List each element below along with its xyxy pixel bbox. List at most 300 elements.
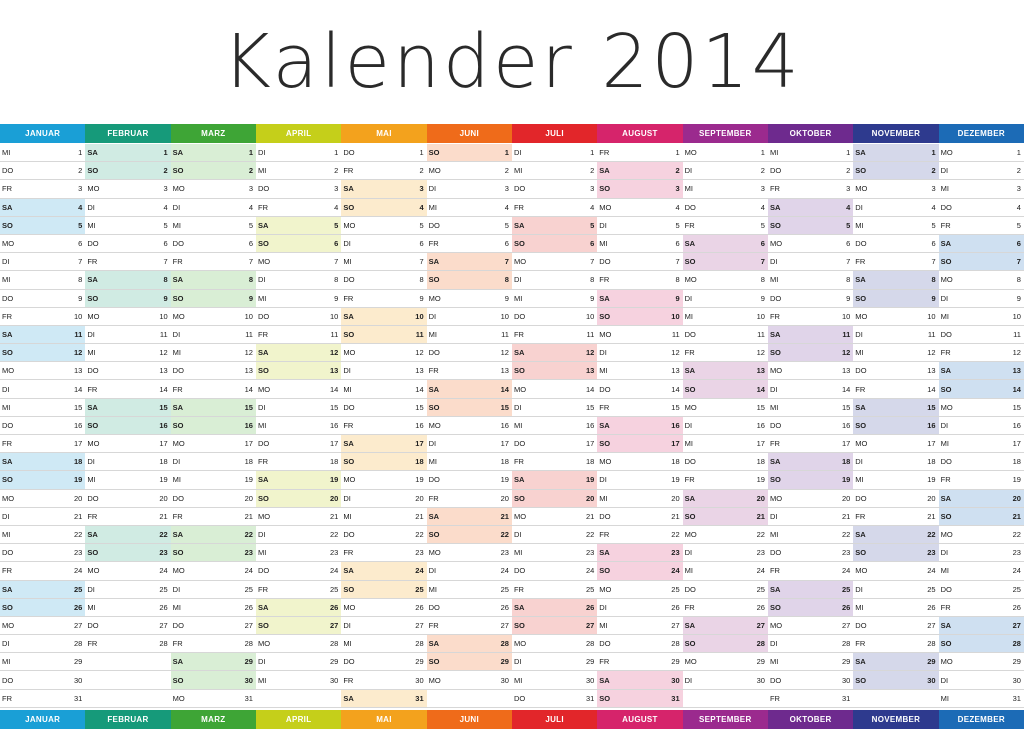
day-number: 11 <box>330 329 339 339</box>
weekday-label: FR <box>855 257 866 267</box>
weekday-label: MI <box>940 311 949 321</box>
day-row <box>853 326 938 344</box>
day-number: 11 <box>159 329 168 339</box>
weekday-label: DI <box>513 402 522 412</box>
weekday-label: MI <box>513 548 523 558</box>
day-number: 31 <box>1012 693 1021 703</box>
weekday-label: MI <box>428 457 437 467</box>
day-row <box>939 344 1024 362</box>
weekday-label: DO <box>428 475 440 485</box>
day-number: 4 <box>760 202 765 212</box>
weekday-label: SA <box>769 202 781 212</box>
day-number: 8 <box>760 275 765 285</box>
weekday-label: MI <box>428 584 437 594</box>
day-row <box>768 671 853 689</box>
day-row <box>768 235 853 253</box>
day-number: 17 <box>415 439 424 449</box>
day-number: 20 <box>1012 493 1021 503</box>
weekday-label: DI <box>940 420 949 430</box>
day-number: 25 <box>73 584 83 594</box>
weekday-label: SO <box>87 548 99 558</box>
weekday-label: MO <box>343 475 356 485</box>
day-row <box>853 581 938 599</box>
month-column-marz <box>171 144 256 708</box>
day-number: 6 <box>675 239 680 249</box>
weekday-label: SA <box>428 511 440 521</box>
empty-row <box>427 690 512 708</box>
day-row <box>171 599 256 617</box>
day-row <box>256 453 341 471</box>
day-row <box>512 490 597 508</box>
weekday-label: FR <box>940 602 951 612</box>
day-row <box>597 671 682 689</box>
weekday-label: FR <box>940 220 951 230</box>
day-row <box>939 635 1024 653</box>
day-row <box>256 617 341 635</box>
day-number: 21 <box>415 511 424 521</box>
day-row <box>512 180 597 198</box>
day-number: 29 <box>73 657 83 667</box>
month-header-januar: JANUAR <box>0 124 85 143</box>
day-row <box>512 544 597 562</box>
weekday-label: SA <box>2 329 13 339</box>
day-row <box>427 635 512 653</box>
day-number: 20 <box>73 493 83 503</box>
day-row <box>512 690 597 708</box>
weekday-label: MO <box>343 220 356 230</box>
day-number: 29 <box>500 657 509 667</box>
weekday-label: MO <box>855 439 868 449</box>
day-number: 15 <box>244 402 253 412</box>
day-row <box>341 380 426 398</box>
weekday-label: MO <box>513 384 527 394</box>
day-row <box>427 180 512 198</box>
day-number: 16 <box>671 420 680 430</box>
day-number: 15 <box>585 402 595 412</box>
day-row <box>853 162 938 180</box>
day-row <box>85 235 170 253</box>
day-number: 3 <box>163 184 168 194</box>
day-number: 29 <box>415 657 424 667</box>
weekday-label: MO <box>769 493 783 503</box>
day-row <box>0 417 85 435</box>
day-number: 23 <box>927 548 936 558</box>
weekday-label: MO <box>684 657 697 667</box>
weekday-label: FR <box>769 439 780 449</box>
day-number: 8 <box>248 275 253 285</box>
weekday-label: DO <box>599 257 611 267</box>
weekday-label: SA <box>428 257 440 267</box>
day-row <box>853 217 938 235</box>
weekday-label: MI <box>172 475 181 485</box>
weekday-label: MO <box>87 184 100 194</box>
day-row <box>683 417 768 435</box>
day-row <box>512 508 597 526</box>
day-row <box>427 217 512 235</box>
weekday-label: DI <box>257 657 266 667</box>
day-row <box>512 417 597 435</box>
day-row <box>85 290 170 308</box>
day-row <box>768 526 853 544</box>
weekday-label: DO <box>513 566 526 576</box>
weekday-label: FR <box>172 384 183 394</box>
weekday-label: SO <box>769 220 781 230</box>
day-row <box>939 617 1024 635</box>
day-number: 7 <box>931 257 936 267</box>
day-row <box>768 380 853 398</box>
day-number: 17 <box>244 439 253 449</box>
day-number: 4 <box>419 202 424 212</box>
weekday-label: FR <box>684 220 695 230</box>
day-row <box>0 690 85 708</box>
day-number: 27 <box>1012 620 1021 630</box>
weekday-label: FR <box>428 239 439 249</box>
day-row <box>427 399 512 417</box>
weekday-label: MI <box>2 402 11 412</box>
day-number: 18 <box>756 457 765 467</box>
weekday-label: SO <box>855 166 867 176</box>
day-number: 10 <box>671 311 680 321</box>
day-row <box>939 490 1024 508</box>
weekday-label: DO <box>2 293 14 303</box>
weekday-label: SO <box>2 475 13 485</box>
day-row <box>85 162 170 180</box>
weekday-label: FR <box>513 329 524 339</box>
day-row <box>85 144 170 162</box>
day-row <box>853 599 938 617</box>
empty-row <box>85 671 170 689</box>
day-number: 4 <box>78 202 83 212</box>
day-number: 11 <box>927 329 936 339</box>
day-number: 19 <box>329 475 339 485</box>
month-header-marz: MARZ <box>171 124 256 143</box>
day-number: 29 <box>244 657 253 667</box>
weekday-label: SO <box>940 511 952 521</box>
day-number: 30 <box>841 675 851 685</box>
weekday-label: DO <box>599 384 611 394</box>
day-number: 12 <box>159 348 168 358</box>
day-number: 7 <box>846 257 851 267</box>
day-row <box>512 271 597 289</box>
day-row <box>597 380 682 398</box>
day-number: 14 <box>415 384 424 394</box>
day-number: 8 <box>931 275 936 285</box>
day-row <box>341 417 426 435</box>
weekday-label: SA <box>172 275 184 285</box>
weekday-label: DI <box>855 457 863 467</box>
day-number: 30 <box>329 675 339 685</box>
weekday-label: FR <box>513 457 524 467</box>
weekday-label: DI <box>2 511 10 521</box>
day-number: 12 <box>329 348 339 358</box>
day-row <box>939 199 1024 217</box>
day-number: 13 <box>329 366 339 376</box>
day-row <box>512 326 597 344</box>
day-row <box>853 344 938 362</box>
weekday-label: FR <box>855 511 866 521</box>
day-number: 17 <box>73 439 83 449</box>
day-row <box>341 144 426 162</box>
weekday-label: MO <box>2 620 15 630</box>
day-number: 30 <box>1012 675 1021 685</box>
day-row <box>85 599 170 617</box>
day-row <box>341 162 426 180</box>
weekday-label: DI <box>940 293 949 303</box>
day-number: 24 <box>671 566 680 576</box>
month-header-februar: FEBRUAR <box>85 124 170 143</box>
day-number: 14 <box>329 384 339 394</box>
day-number: 17 <box>500 439 509 449</box>
day-row <box>171 471 256 489</box>
weekday-label: MO <box>428 293 441 303</box>
day-number: 9 <box>1016 293 1021 303</box>
day-row <box>171 690 256 708</box>
day-number: 10 <box>585 311 595 321</box>
weekday-label: SO <box>428 530 440 540</box>
day-row <box>171 217 256 235</box>
day-number: 16 <box>1012 420 1021 430</box>
weekday-label: SA <box>940 366 952 376</box>
day-number: 28 <box>244 639 253 649</box>
day-number: 6 <box>504 239 509 249</box>
day-number: 22 <box>329 530 339 540</box>
day-row <box>939 217 1024 235</box>
weekday-label: MI <box>2 148 11 158</box>
day-number: 21 <box>159 511 168 521</box>
day-number: 29 <box>671 657 680 667</box>
day-number: 19 <box>73 475 83 485</box>
day-number: 22 <box>756 530 765 540</box>
day-row <box>427 599 512 617</box>
day-row <box>768 290 853 308</box>
weekday-label: SA <box>599 293 610 303</box>
weekday-label: DO <box>513 693 526 703</box>
weekday-label: DI <box>684 548 693 558</box>
day-number: 9 <box>163 293 168 303</box>
day-row <box>0 180 85 198</box>
day-number: 16 <box>585 420 595 430</box>
day-number: 25 <box>1012 584 1021 594</box>
day-number: 12 <box>671 348 680 358</box>
day-number: 25 <box>927 584 936 594</box>
month-header-august: AUGUST <box>597 710 682 729</box>
weekday-label: SA <box>172 402 184 412</box>
day-row <box>0 235 85 253</box>
day-number: 1 <box>163 148 168 158</box>
day-row <box>427 271 512 289</box>
day-number: 11 <box>842 329 851 339</box>
day-row <box>939 653 1024 671</box>
day-row <box>683 453 768 471</box>
day-number: 15 <box>1012 402 1021 412</box>
day-number: 9 <box>675 293 680 303</box>
weekday-label: DO <box>2 420 14 430</box>
day-row <box>853 544 938 562</box>
weekday-label: FR <box>855 384 866 394</box>
day-number: 5 <box>163 220 168 230</box>
weekday-label: DI <box>257 402 266 412</box>
day-row <box>256 490 341 508</box>
day-number: 29 <box>927 657 936 667</box>
day-row <box>683 180 768 198</box>
weekday-label: DO <box>684 457 696 467</box>
day-number: 1 <box>590 148 595 158</box>
day-number: 28 <box>500 639 509 649</box>
day-row <box>0 581 85 599</box>
day-row <box>341 362 426 380</box>
weekday-label: SA <box>855 530 866 540</box>
day-row <box>171 344 256 362</box>
day-row <box>939 235 1024 253</box>
day-number: 20 <box>159 493 168 503</box>
day-row <box>341 526 426 544</box>
day-row <box>939 417 1024 435</box>
day-row <box>768 180 853 198</box>
day-row <box>0 453 85 471</box>
day-row <box>683 199 768 217</box>
day-row <box>853 253 938 271</box>
weekday-label: SO <box>2 602 13 612</box>
day-row <box>683 508 768 526</box>
day-row <box>171 544 256 562</box>
day-number: 2 <box>590 166 595 176</box>
day-number: 25 <box>244 584 253 594</box>
day-number: 4 <box>163 202 168 212</box>
day-number: 30 <box>244 675 253 685</box>
day-row <box>939 308 1024 326</box>
weekday-label: DO <box>257 566 270 576</box>
day-number: 19 <box>585 475 595 485</box>
month-column-mai <box>341 144 426 708</box>
weekday-label: MO <box>87 311 100 321</box>
weekday-label: DI <box>257 148 266 158</box>
weekday-label: SA <box>855 402 866 412</box>
day-number: 10 <box>73 311 83 321</box>
day-row <box>853 199 938 217</box>
day-number: 20 <box>329 493 339 503</box>
day-row <box>939 435 1024 453</box>
day-number: 30 <box>671 675 680 685</box>
weekday-label: MI <box>513 420 523 430</box>
weekday-label: DO <box>855 366 867 376</box>
day-number: 12 <box>585 348 595 358</box>
day-row <box>0 671 85 689</box>
day-row <box>512 308 597 326</box>
weekday-label: SO <box>940 639 952 649</box>
day-row <box>427 653 512 671</box>
day-number: 26 <box>159 602 168 612</box>
weekday-label: SO <box>599 566 611 576</box>
day-row <box>768 144 853 162</box>
day-row <box>512 635 597 653</box>
day-row <box>683 217 768 235</box>
day-row <box>597 617 682 635</box>
day-number: 9 <box>590 293 595 303</box>
weekday-label: SO <box>257 620 269 630</box>
weekday-label: SO <box>172 548 184 558</box>
weekday-label: DO <box>343 657 355 667</box>
weekday-label: DO <box>769 548 782 558</box>
weekday-label: MO <box>940 530 953 540</box>
day-number: 22 <box>500 530 509 540</box>
day-number: 23 <box>159 548 168 558</box>
day-number: 19 <box>244 475 253 485</box>
month-column-september <box>683 144 768 708</box>
day-number: 23 <box>415 548 424 558</box>
day-number: 25 <box>415 584 424 594</box>
month-header-september: SEPTEMBER <box>683 124 768 143</box>
day-number: 8 <box>675 275 680 285</box>
day-row <box>683 308 768 326</box>
day-row <box>853 308 938 326</box>
weekday-label: FR <box>855 639 866 649</box>
weekday-label: SO <box>940 384 952 394</box>
weekday-label: DI <box>769 384 778 394</box>
weekday-label: DI <box>769 511 778 521</box>
day-row <box>768 581 853 599</box>
day-row <box>512 581 597 599</box>
day-row <box>171 326 256 344</box>
day-number: 14 <box>1012 384 1021 394</box>
day-number: 21 <box>756 511 765 521</box>
day-number: 15 <box>756 402 765 412</box>
day-number: 24 <box>927 566 936 576</box>
weekday-label: FR <box>2 693 12 703</box>
day-row <box>256 417 341 435</box>
day-row <box>341 562 426 580</box>
weekday-label: FR <box>343 420 354 430</box>
day-number: 17 <box>585 439 595 449</box>
day-row <box>427 326 512 344</box>
day-row <box>427 417 512 435</box>
empty-row <box>85 653 170 671</box>
weekday-label: DI <box>257 530 266 540</box>
day-number: 19 <box>756 475 765 485</box>
day-row <box>597 453 682 471</box>
day-row <box>939 562 1024 580</box>
weekday-label: SA <box>87 402 98 412</box>
day-number: 21 <box>1012 511 1021 521</box>
day-row <box>853 399 938 417</box>
weekday-label: FR <box>769 566 780 576</box>
weekday-label: MI <box>343 257 352 267</box>
weekday-label: FR <box>257 457 268 467</box>
weekday-label: FR <box>599 402 610 412</box>
day-row <box>427 253 512 271</box>
day-row <box>427 162 512 180</box>
day-row <box>341 544 426 562</box>
weekday-label: MO <box>855 184 868 194</box>
day-number: 6 <box>931 239 936 249</box>
weekday-label: DO <box>513 439 526 449</box>
month-header-oktober: OKTOBER <box>768 124 853 143</box>
weekday-label: DO <box>684 329 696 339</box>
weekday-label: SO <box>343 584 355 594</box>
month-header-marz: MARZ <box>171 710 256 729</box>
day-number: 22 <box>841 530 851 540</box>
weekday-label: DO <box>428 348 440 358</box>
day-number: 19 <box>841 475 851 485</box>
day-row <box>768 544 853 562</box>
day-row <box>427 617 512 635</box>
day-row <box>853 235 938 253</box>
weekday-label: MI <box>940 566 949 576</box>
day-row <box>427 562 512 580</box>
day-row <box>256 471 341 489</box>
day-number: 15 <box>415 402 424 412</box>
day-number: 11 <box>415 329 424 339</box>
day-row <box>853 453 938 471</box>
